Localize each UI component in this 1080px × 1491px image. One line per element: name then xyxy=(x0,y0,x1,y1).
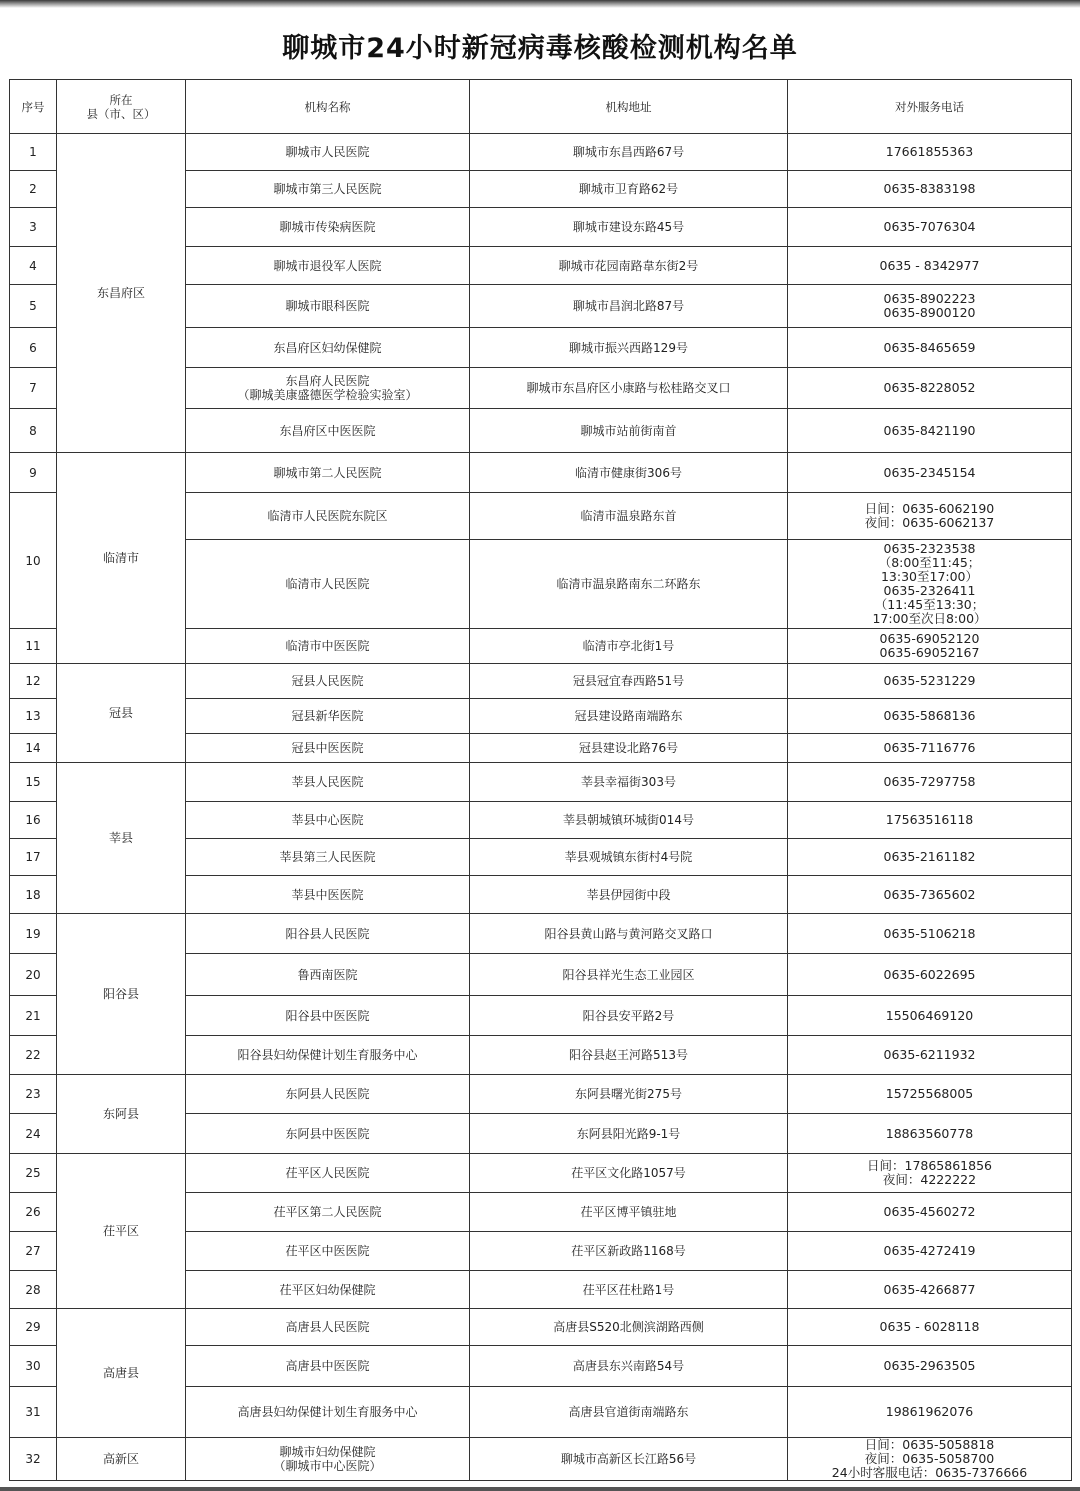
institution-name-cell: 阳谷县中医医院 xyxy=(186,996,470,1036)
institution-name-cell: 冠县新华医院 xyxy=(186,699,470,734)
institution-name-cell: 茌平区中医医院 xyxy=(186,1232,470,1271)
phone-cell: 0635-8228052 xyxy=(788,368,1072,409)
seq-cell: 6 xyxy=(10,328,57,368)
address-cell: 临清市温泉路南东二环路东 xyxy=(470,540,788,629)
institution-name-cell: 聊城市第二人民医院 xyxy=(186,453,470,493)
institution-name-cell: 冠县人民医院 xyxy=(186,664,470,699)
seq-cell: 12 xyxy=(10,664,57,699)
address-cell: 聊城市东昌府区小康路与松桂路交叉口 xyxy=(470,368,788,409)
address-cell: 冠县建设路南端路东 xyxy=(470,699,788,734)
phone-cell: 日间：0635-5058818 夜间：0635-5058700 24小时客服电话：0635-7376666 xyxy=(788,1438,1072,1481)
institution-name-cell: 鲁西南医院 xyxy=(186,954,470,996)
table-body xyxy=(10,134,1072,1481)
address-cell: 东阿县阳光路9-1号 xyxy=(470,1114,788,1154)
address-cell: 莘县朝城镇环城街014号 xyxy=(470,802,788,839)
table-row xyxy=(10,453,1072,493)
address-cell: 莘县观城镇东街村4号院 xyxy=(470,839,788,876)
county-cell: 莘县 xyxy=(57,763,186,914)
institution-name-cell: 聊城市眼科医院 xyxy=(186,285,470,328)
institution-name-cell: 茌平区妇幼保健院 xyxy=(186,1271,470,1309)
phone-cell: 0635-6022695 xyxy=(788,954,1072,996)
table-row xyxy=(10,1309,1072,1346)
table-row xyxy=(10,914,1072,954)
phone-cell: 0635-4272419 xyxy=(788,1232,1072,1271)
county-cell: 冠县 xyxy=(57,664,186,763)
page-title: 聊城市24小时新冠病毒核酸检测机构名单 xyxy=(282,33,798,64)
header-address: 机构地址 xyxy=(470,80,788,134)
institution-name-cell: 东阿县中医医院 xyxy=(186,1114,470,1154)
county-cell: 阳谷县 xyxy=(57,914,186,1075)
phone-cell: 0635-6211932 xyxy=(788,1036,1072,1075)
address-cell: 临清市亭北街1号 xyxy=(470,629,788,664)
seq-cell: 14 xyxy=(10,734,57,763)
phone-cell: 17661855363 xyxy=(788,134,1072,171)
phone-cell: 15506469120 xyxy=(788,996,1072,1036)
institution-name-cell: 高唐县人民医院 xyxy=(186,1309,470,1346)
address-cell: 茌平区新政路1168号 xyxy=(470,1232,788,1271)
seq-cell: 27 xyxy=(10,1232,57,1271)
address-cell: 临清市温泉路东首 xyxy=(470,493,788,540)
seq-cell: 31 xyxy=(10,1387,57,1438)
testing-institution-table xyxy=(9,79,1072,1481)
phone-cell: 19861962076 xyxy=(788,1387,1072,1438)
institution-name-cell: 聊城市第三人民医院 xyxy=(186,171,470,208)
phone-cell: 0635-8902223 0635-8900120 xyxy=(788,285,1072,328)
institution-name-cell: 东昌府区中医医院 xyxy=(186,409,470,453)
table-row xyxy=(10,1075,1072,1114)
institution-name-cell: 莘县人民医院 xyxy=(186,763,470,802)
address-cell: 聊城市东昌西路67号 xyxy=(470,134,788,171)
seq-cell: 32 xyxy=(10,1438,57,1481)
top-edge-shadow xyxy=(0,0,1080,8)
seq-cell: 13 xyxy=(10,699,57,734)
seq-cell: 23 xyxy=(10,1075,57,1114)
address-cell: 东阿县曙光街275号 xyxy=(470,1075,788,1114)
seq-cell: 10 xyxy=(10,493,57,629)
seq-cell: 2 xyxy=(10,171,57,208)
address-cell: 聊城市卫育路62号 xyxy=(470,171,788,208)
address-cell: 茌平区文化路1057号 xyxy=(470,1154,788,1193)
seq-cell: 22 xyxy=(10,1036,57,1075)
address-cell: 聊城市建设东路45号 xyxy=(470,208,788,247)
table-row xyxy=(10,664,1072,699)
institution-name-cell: 莘县中心医院 xyxy=(186,802,470,839)
county-cell: 高唐县 xyxy=(57,1309,186,1438)
seq-cell: 28 xyxy=(10,1271,57,1309)
phone-cell: 17563516118 xyxy=(788,802,1072,839)
phone-cell: 0635 - 6028118 xyxy=(788,1309,1072,1346)
county-cell: 临清市 xyxy=(57,453,186,664)
address-cell: 高唐县S520北侧滨湖路西侧 xyxy=(470,1309,788,1346)
address-cell: 聊城市高新区长江路56号 xyxy=(470,1438,788,1481)
address-cell: 高唐县官道街南端路东 xyxy=(470,1387,788,1438)
phone-cell: 0635-2345154 xyxy=(788,453,1072,493)
seq-cell: 21 xyxy=(10,996,57,1036)
seq-cell: 30 xyxy=(10,1346,57,1387)
seq-cell: 29 xyxy=(10,1309,57,1346)
address-cell: 聊城市花园南路韋东街2号 xyxy=(470,247,788,285)
address-cell: 冠县建设北路76号 xyxy=(470,734,788,763)
phone-cell: 15725568005 xyxy=(788,1075,1072,1114)
table-row xyxy=(10,1154,1072,1193)
institution-name-cell: 聊城市退役军人医院 xyxy=(186,247,470,285)
phone-cell: 0635-8383198 xyxy=(788,171,1072,208)
header-name: 机构名称 xyxy=(186,80,470,134)
county-cell: 东昌府区 xyxy=(57,134,186,453)
institution-name-cell: 莘县第三人民医院 xyxy=(186,839,470,876)
phone-cell: 0635-8465659 xyxy=(788,328,1072,368)
county-cell: 高新区 xyxy=(57,1438,186,1481)
phone-cell: 0635 - 8342977 xyxy=(788,247,1072,285)
seq-cell: 4 xyxy=(10,247,57,285)
seq-cell: 18 xyxy=(10,876,57,914)
seq-cell: 25 xyxy=(10,1154,57,1193)
institution-name-cell: 高唐县中医医院 xyxy=(186,1346,470,1387)
county-cell: 茌平区 xyxy=(57,1154,186,1309)
address-cell: 阳谷县祥光生态工业园区 xyxy=(470,954,788,996)
phone-cell: 0635-5231229 xyxy=(788,664,1072,699)
seq-cell: 15 xyxy=(10,763,57,802)
seq-cell: 9 xyxy=(10,453,57,493)
table-row xyxy=(10,763,1072,802)
phone-cell: 0635-2161182 xyxy=(788,839,1072,876)
address-cell: 阳谷县黄山路与黄河路交叉路口 xyxy=(470,914,788,954)
header-seq: 序号 xyxy=(10,80,57,134)
phone-cell: 日间：17865861856 夜间：4222222 xyxy=(788,1154,1072,1193)
institution-name-cell: 莘县中医医院 xyxy=(186,876,470,914)
phone-cell: 0635-4266877 xyxy=(788,1271,1072,1309)
seq-cell: 3 xyxy=(10,208,57,247)
institution-name-cell: 阳谷县妇幼保健计划生育服务中心 xyxy=(186,1036,470,1075)
table-row xyxy=(10,1438,1072,1481)
institution-name-cell: 东昌府人民医院 （聊城美康盛德医学检验实验室） xyxy=(186,368,470,409)
institution-name-cell: 聊城市传染病医院 xyxy=(186,208,470,247)
institution-name-cell: 冠县中医医院 xyxy=(186,734,470,763)
phone-cell: 0635-7076304 xyxy=(788,208,1072,247)
phone-cell: 0635-7116776 xyxy=(788,734,1072,763)
address-cell: 茌平区茌杜路1号 xyxy=(470,1271,788,1309)
institution-name-cell: 聊城市人民医院 xyxy=(186,134,470,171)
institution-name-cell: 阳谷县人民医院 xyxy=(186,914,470,954)
institution-name-cell: 东昌府区妇幼保健院 xyxy=(186,328,470,368)
phone-cell: 0635-2963505 xyxy=(788,1346,1072,1387)
phone-cell: 18863560778 xyxy=(788,1114,1072,1154)
address-cell: 聊城市振兴西路129号 xyxy=(470,328,788,368)
address-cell: 冠县冠宜春西路51号 xyxy=(470,664,788,699)
seq-cell: 7 xyxy=(10,368,57,409)
address-cell: 聊城市昌润北路87号 xyxy=(470,285,788,328)
address-cell: 茌平区博平镇驻地 xyxy=(470,1193,788,1232)
address-cell: 莘县伊园街中段 xyxy=(470,876,788,914)
address-cell: 阳谷县安平路2号 xyxy=(470,996,788,1036)
phone-cell: 0635-7297758 xyxy=(788,763,1072,802)
institution-name-cell: 临清市人民医院东院区 xyxy=(186,493,470,540)
address-cell: 聊城市站前街南首 xyxy=(470,409,788,453)
address-cell: 临清市健康街306号 xyxy=(470,453,788,493)
address-cell: 高唐县东兴南路54号 xyxy=(470,1346,788,1387)
phone-cell: 0635-5868136 xyxy=(788,699,1072,734)
institution-name-cell: 茌平区第二人民医院 xyxy=(186,1193,470,1232)
county-cell: 东阿县 xyxy=(57,1075,186,1154)
seq-cell: 17 xyxy=(10,839,57,876)
seq-cell: 11 xyxy=(10,629,57,664)
phone-cell: 0635-4560272 xyxy=(788,1193,1072,1232)
seq-cell: 1 xyxy=(10,134,57,171)
table-row xyxy=(10,134,1072,171)
header-county: 所在 县（市、区） xyxy=(57,80,186,134)
address-cell: 阳谷县赵王河路513号 xyxy=(470,1036,788,1075)
institution-name-cell: 聊城市妇幼保健院 （聊城市中心医院） xyxy=(186,1438,470,1481)
phone-cell: 0635-69052120 0635-69052167 xyxy=(788,629,1072,664)
seq-cell: 16 xyxy=(10,802,57,839)
bottom-edge-bar xyxy=(0,1487,1080,1491)
address-cell: 莘县幸福街303号 xyxy=(470,763,788,802)
phone-cell: 0635-5106218 xyxy=(788,914,1072,954)
seq-cell: 24 xyxy=(10,1114,57,1154)
institution-name-cell: 茌平区人民医院 xyxy=(186,1154,470,1193)
seq-cell: 8 xyxy=(10,409,57,453)
table-header-row xyxy=(10,80,1072,134)
phone-cell: 0635-7365602 xyxy=(788,876,1072,914)
institution-name-cell: 高唐县妇幼保健计划生育服务中心 xyxy=(186,1387,470,1438)
phone-cell: 0635-2323538 （8:00至11:45； 13:30至17:00） 0635-2326411 （11:45至13:30； 17:00至次日8:00） xyxy=(788,540,1072,629)
header-phone: 对外服务电话 xyxy=(788,80,1072,134)
seq-cell: 19 xyxy=(10,914,57,954)
institution-name-cell: 临清市人民医院 xyxy=(186,540,470,629)
seq-cell: 5 xyxy=(10,285,57,328)
seq-cell: 20 xyxy=(10,954,57,996)
phone-cell: 日间：0635-6062190 夜间：0635-6062137 xyxy=(788,493,1072,540)
institution-name-cell: 东阿县人民医院 xyxy=(186,1075,470,1114)
institution-name-cell: 临清市中医医院 xyxy=(186,629,470,664)
phone-cell: 0635-8421190 xyxy=(788,409,1072,453)
seq-cell: 26 xyxy=(10,1193,57,1232)
